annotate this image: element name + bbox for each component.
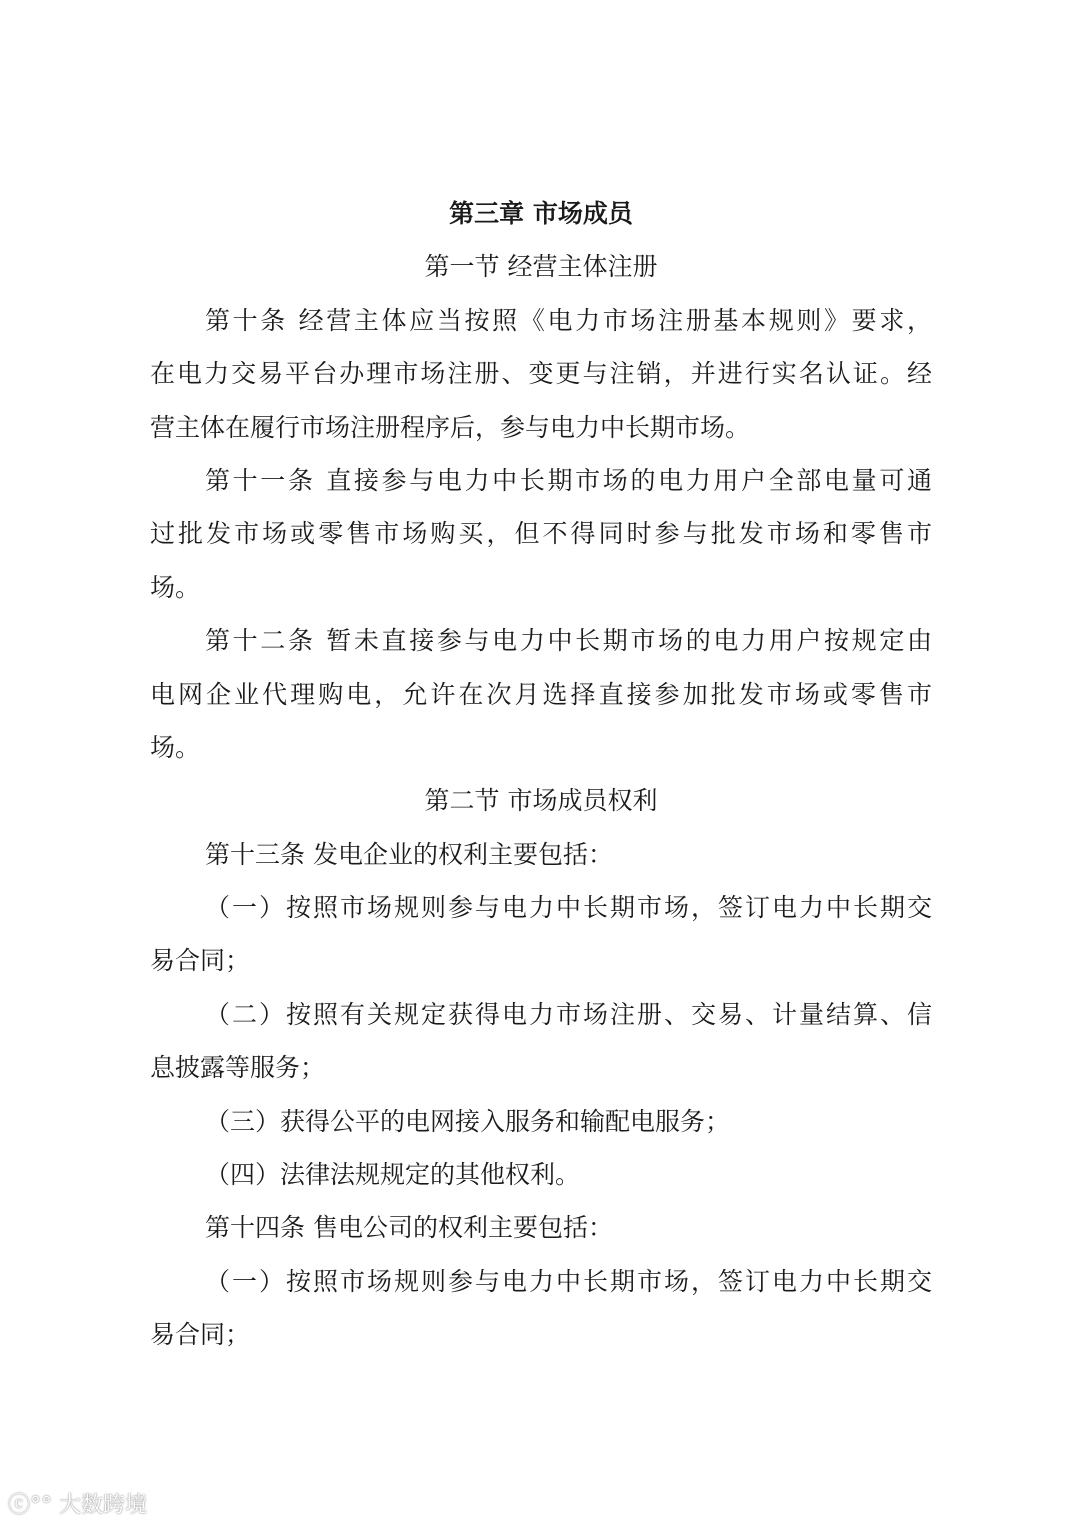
document-page — [150, 187, 932, 1362]
watermark-logo-icon: ⓒ°° — [8, 1493, 53, 1518]
paragraph-line: 第十二条 暂未直接参与电力中长期市场的电力用户按规定由 — [205, 626, 932, 656]
list-item: （三）获得公平的电网接入服务和输配电服务； — [205, 1106, 731, 1136]
paragraph-line: 息披露等服务； — [150, 1053, 326, 1083]
paragraph-line: 场。 — [150, 732, 201, 762]
article-12 — [150, 614, 932, 774]
section-title: 第一节 经营主体注册 — [424, 252, 658, 282]
section-title: 第二节 市场成员权利 — [424, 786, 658, 816]
paragraph-line: （一）按照市场规则参与电力中长期市场，签订电力中长期交 — [205, 893, 932, 923]
paragraph-line: 易合同； — [150, 946, 251, 976]
paragraph-line: 电网企业代理购电，允许在次月选择直接参加批发市场或零售市 — [150, 679, 932, 709]
paragraph-line: （二）按照有关规定获得电力市场注册、交易、计量结算、信 — [205, 999, 932, 1029]
paragraph-line: 营主体在履行市场注册程序后，参与电力中长期市场。 — [150, 412, 751, 442]
article-14: 第十四条 售电公司的权利主要包括： — [205, 1213, 613, 1243]
paragraph-line: 第十一条 直接参与电力中长期市场的电力用户全部电量可通 — [205, 465, 932, 495]
list-item — [150, 988, 932, 1095]
watermark — [8, 1488, 147, 1519]
paragraph-line: 场。 — [150, 572, 201, 602]
chapter-title: 第三章 市场成员 — [449, 199, 633, 228]
list-item — [150, 1255, 932, 1362]
paragraph-line: 第十条 经营主体应当按照《电力市场注册基本规则》要求， — [205, 305, 932, 335]
paragraph-line: （一）按照市场规则参与电力中长期市场，签订电力中长期交 — [205, 1266, 932, 1296]
list-item — [150, 881, 932, 988]
watermark-text: 大数跨境 — [59, 1493, 148, 1518]
paragraph-line: 在电力交易平台办理市场注册、变更与注销，并进行实名认证。经 — [150, 359, 932, 389]
paragraph-line: 易合同； — [150, 1320, 251, 1350]
list-item: （四）法律法规规定的其他权利。 — [205, 1160, 581, 1190]
article-13: 第十三条 发电企业的权利主要包括： — [205, 839, 613, 869]
paragraph-line: 过批发市场或零售市场购买，但不得同时参与批发市场和零售市 — [150, 519, 932, 549]
article-10 — [150, 294, 932, 454]
article-11 — [150, 454, 932, 614]
